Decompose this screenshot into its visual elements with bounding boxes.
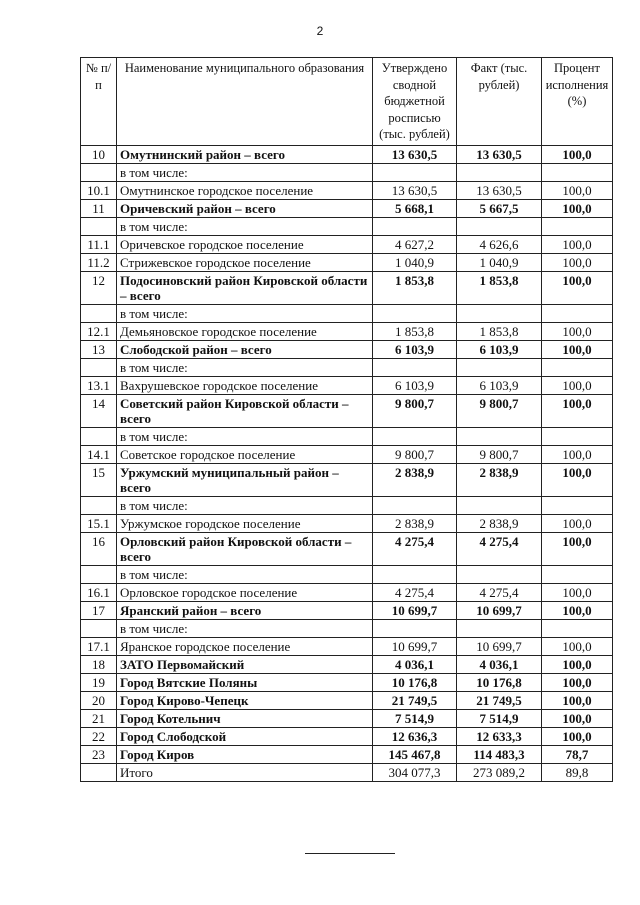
table-row xyxy=(81,145,613,163)
cell-num xyxy=(81,619,117,637)
cell-num: 22 xyxy=(81,727,117,745)
cell-approved xyxy=(373,217,457,235)
cell-percent: 100,0 xyxy=(542,655,613,673)
cell-name: Орловский район Кировской области – всего xyxy=(117,532,373,565)
cell-approved: 1 040,9 xyxy=(373,253,457,271)
cell-fact xyxy=(457,496,542,514)
cell-percent xyxy=(542,358,613,376)
header-fact: Факт (тыс. рублей) xyxy=(457,58,542,146)
cell-approved: 21 749,5 xyxy=(373,691,457,709)
cell-fact: 2 838,9 xyxy=(457,514,542,532)
cell-num: 13 xyxy=(81,340,117,358)
cell-fact: 4 275,4 xyxy=(457,532,542,565)
table-row xyxy=(81,532,613,565)
cell-fact xyxy=(457,358,542,376)
cell-approved: 4 627,2 xyxy=(373,235,457,253)
subheader-row xyxy=(81,163,613,181)
cell-fact: 21 749,5 xyxy=(457,691,542,709)
table-row xyxy=(81,340,613,358)
cell-approved xyxy=(373,496,457,514)
header-approved: Утверждено сводной бюджетной росписью (тыс. рублей) xyxy=(373,58,457,146)
cell-percent: 100,0 xyxy=(542,709,613,727)
table-row xyxy=(81,271,613,304)
cell-approved: 13 630,5 xyxy=(373,145,457,163)
cell-name: Орловское городское поселение xyxy=(117,583,373,601)
cell-name: ЗАТО Первомайский xyxy=(117,655,373,673)
cell-num: 10 xyxy=(81,145,117,163)
cell-fact: 1 853,8 xyxy=(457,322,542,340)
cell-name: Яранский район – всего xyxy=(117,601,373,619)
cell-name: Подосиновский район Кировской области – всего xyxy=(117,271,373,304)
table-body xyxy=(81,145,613,781)
cell-name: в том числе: xyxy=(117,427,373,445)
cell-percent: 100,0 xyxy=(542,463,613,496)
cell-num: 23 xyxy=(81,745,117,763)
cell-percent: 100,0 xyxy=(542,235,613,253)
cell-name: Город Котельнич xyxy=(117,709,373,727)
cell-percent xyxy=(542,619,613,637)
cell-num: 12 xyxy=(81,271,117,304)
cell-percent: 100,0 xyxy=(542,340,613,358)
cell-name: Яранское городское поселение xyxy=(117,637,373,655)
cell-fact: 13 630,5 xyxy=(457,181,542,199)
cell-approved: 2 838,9 xyxy=(373,463,457,496)
header-name: Наименование муниципального образования xyxy=(117,58,373,146)
cell-fact: 2 838,9 xyxy=(457,463,542,496)
cell-percent: 100,0 xyxy=(542,271,613,304)
cell-approved: 145 467,8 xyxy=(373,745,457,763)
cell-num xyxy=(81,358,117,376)
cell-fact: 13 630,5 xyxy=(457,145,542,163)
cell-percent: 100,0 xyxy=(542,637,613,655)
cell-num: 15 xyxy=(81,463,117,496)
subheader-row xyxy=(81,565,613,583)
cell-percent: 100,0 xyxy=(542,376,613,394)
cell-fact xyxy=(457,565,542,583)
cell-name: Уржумский муниципальный район – всего xyxy=(117,463,373,496)
subheader-row xyxy=(81,304,613,322)
table-row xyxy=(81,181,613,199)
cell-name: Советский район Кировской области – всего xyxy=(117,394,373,427)
cell-percent: 100,0 xyxy=(542,445,613,463)
subheader-row xyxy=(81,496,613,514)
cell-fact: 1 040,9 xyxy=(457,253,542,271)
cell-percent xyxy=(542,163,613,181)
cell-name: Город Вятские Поляны xyxy=(117,673,373,691)
cell-num: 18 xyxy=(81,655,117,673)
cell-percent xyxy=(542,427,613,445)
cell-percent: 89,8 xyxy=(542,763,613,781)
cell-percent: 100,0 xyxy=(542,199,613,217)
cell-approved: 4 036,1 xyxy=(373,655,457,673)
cell-name: Вахрушевское городское поселение xyxy=(117,376,373,394)
cell-name: в том числе: xyxy=(117,565,373,583)
table-row xyxy=(81,745,613,763)
cell-fact: 10 699,7 xyxy=(457,601,542,619)
cell-name: Омутнинский район – всего xyxy=(117,145,373,163)
cell-num xyxy=(81,763,117,781)
header-percent: Процент исполнения (%) xyxy=(542,58,613,146)
cell-approved xyxy=(373,427,457,445)
cell-percent: 100,0 xyxy=(542,691,613,709)
cell-approved: 13 630,5 xyxy=(373,181,457,199)
cell-percent: 100,0 xyxy=(542,514,613,532)
cell-approved: 7 514,9 xyxy=(373,709,457,727)
table-row xyxy=(81,583,613,601)
cell-num: 21 xyxy=(81,709,117,727)
cell-approved: 6 103,9 xyxy=(373,376,457,394)
budget-execution-table xyxy=(80,57,613,782)
cell-name: в том числе: xyxy=(117,163,373,181)
cell-name: Советское городское поселение xyxy=(117,445,373,463)
cell-percent xyxy=(542,304,613,322)
cell-num xyxy=(81,163,117,181)
cell-approved xyxy=(373,163,457,181)
table-row xyxy=(81,394,613,427)
cell-approved: 9 800,7 xyxy=(373,394,457,427)
cell-num xyxy=(81,565,117,583)
subheader-row xyxy=(81,358,613,376)
table-row xyxy=(81,463,613,496)
cell-approved xyxy=(373,565,457,583)
cell-fact: 6 103,9 xyxy=(457,340,542,358)
cell-num: 17.1 xyxy=(81,637,117,655)
cell-fact xyxy=(457,304,542,322)
cell-num xyxy=(81,496,117,514)
table-row xyxy=(81,322,613,340)
cell-percent: 100,0 xyxy=(542,145,613,163)
cell-name: в том числе: xyxy=(117,304,373,322)
cell-num: 17 xyxy=(81,601,117,619)
cell-name: в том числе: xyxy=(117,496,373,514)
cell-name: Оричевское городское поселение xyxy=(117,235,373,253)
cell-approved xyxy=(373,304,457,322)
cell-num xyxy=(81,304,117,322)
cell-approved: 2 838,9 xyxy=(373,514,457,532)
cell-num: 14.1 xyxy=(81,445,117,463)
cell-name: Слободской район – всего xyxy=(117,340,373,358)
subheader-row xyxy=(81,217,613,235)
cell-fact: 1 853,8 xyxy=(457,271,542,304)
cell-num: 16.1 xyxy=(81,583,117,601)
cell-approved: 9 800,7 xyxy=(373,445,457,463)
cell-approved: 10 699,7 xyxy=(373,637,457,655)
cell-fact: 6 103,9 xyxy=(457,376,542,394)
table-row xyxy=(81,637,613,655)
cell-num: 19 xyxy=(81,673,117,691)
cell-name: Итого xyxy=(117,763,373,781)
cell-name: Оричевский район – всего xyxy=(117,199,373,217)
cell-approved: 1 853,8 xyxy=(373,322,457,340)
cell-approved: 4 275,4 xyxy=(373,583,457,601)
cell-num: 10.1 xyxy=(81,181,117,199)
cell-fact: 10 176,8 xyxy=(457,673,542,691)
cell-num xyxy=(81,427,117,445)
page-number: 2 xyxy=(316,24,324,38)
cell-num: 14 xyxy=(81,394,117,427)
cell-percent: 78,7 xyxy=(542,745,613,763)
cell-percent: 100,0 xyxy=(542,322,613,340)
cell-fact xyxy=(457,619,542,637)
cell-approved: 6 103,9 xyxy=(373,340,457,358)
cell-name: в том числе: xyxy=(117,619,373,637)
table-row xyxy=(81,673,613,691)
total-row xyxy=(81,763,613,781)
cell-name: Стрижевское городское поселение xyxy=(117,253,373,271)
cell-num xyxy=(81,217,117,235)
cell-fact xyxy=(457,163,542,181)
cell-name: Омутнинское городское поселение xyxy=(117,181,373,199)
table-row xyxy=(81,199,613,217)
cell-fact: 12 633,3 xyxy=(457,727,542,745)
cell-name: Уржумское городское поселение xyxy=(117,514,373,532)
cell-name: Демьяновское городское поселение xyxy=(117,322,373,340)
cell-percent: 100,0 xyxy=(542,673,613,691)
table-header-row xyxy=(81,58,613,146)
table-row xyxy=(81,601,613,619)
cell-name: Город Киров xyxy=(117,745,373,763)
cell-approved: 5 668,1 xyxy=(373,199,457,217)
cell-approved: 12 636,3 xyxy=(373,727,457,745)
cell-num: 11.2 xyxy=(81,253,117,271)
cell-percent: 100,0 xyxy=(542,727,613,745)
cell-name: Город Кирово-Чепецк xyxy=(117,691,373,709)
cell-fact: 273 089,2 xyxy=(457,763,542,781)
cell-percent: 100,0 xyxy=(542,532,613,565)
cell-percent: 100,0 xyxy=(542,181,613,199)
table-row xyxy=(81,514,613,532)
cell-fact: 4 275,4 xyxy=(457,583,542,601)
cell-approved: 1 853,8 xyxy=(373,271,457,304)
header-num: № п/п xyxy=(81,58,117,146)
cell-approved: 10 176,8 xyxy=(373,673,457,691)
cell-name: в том числе: xyxy=(117,358,373,376)
cell-fact: 114 483,3 xyxy=(457,745,542,763)
table-row xyxy=(81,376,613,394)
cell-percent: 100,0 xyxy=(542,583,613,601)
cell-fact: 9 800,7 xyxy=(457,394,542,427)
table-row xyxy=(81,691,613,709)
cell-approved xyxy=(373,619,457,637)
table-row xyxy=(81,727,613,745)
table-row xyxy=(81,655,613,673)
cell-fact: 5 667,5 xyxy=(457,199,542,217)
cell-approved xyxy=(373,358,457,376)
cell-percent xyxy=(542,565,613,583)
cell-percent xyxy=(542,217,613,235)
cell-fact xyxy=(457,217,542,235)
subheader-row xyxy=(81,619,613,637)
cell-fact: 10 699,7 xyxy=(457,637,542,655)
cell-approved: 10 699,7 xyxy=(373,601,457,619)
cell-num: 11 xyxy=(81,199,117,217)
cell-fact: 9 800,7 xyxy=(457,445,542,463)
subheader-row xyxy=(81,427,613,445)
cell-num: 11.1 xyxy=(81,235,117,253)
table-row xyxy=(81,235,613,253)
table-row xyxy=(81,445,613,463)
cell-fact: 7 514,9 xyxy=(457,709,542,727)
cell-fact xyxy=(457,427,542,445)
footer-divider xyxy=(305,853,395,854)
cell-approved: 4 275,4 xyxy=(373,532,457,565)
cell-num: 13.1 xyxy=(81,376,117,394)
cell-fact: 4 036,1 xyxy=(457,655,542,673)
cell-percent: 100,0 xyxy=(542,601,613,619)
cell-approved: 304 077,3 xyxy=(373,763,457,781)
cell-percent: 100,0 xyxy=(542,253,613,271)
table-row xyxy=(81,253,613,271)
table-row xyxy=(81,709,613,727)
cell-name: в том числе: xyxy=(117,217,373,235)
cell-name: Город Слободской xyxy=(117,727,373,745)
cell-num: 12.1 xyxy=(81,322,117,340)
cell-percent xyxy=(542,496,613,514)
cell-fact: 4 626,6 xyxy=(457,235,542,253)
cell-num: 16 xyxy=(81,532,117,565)
cell-num: 20 xyxy=(81,691,117,709)
cell-percent: 100,0 xyxy=(542,394,613,427)
cell-num: 15.1 xyxy=(81,514,117,532)
